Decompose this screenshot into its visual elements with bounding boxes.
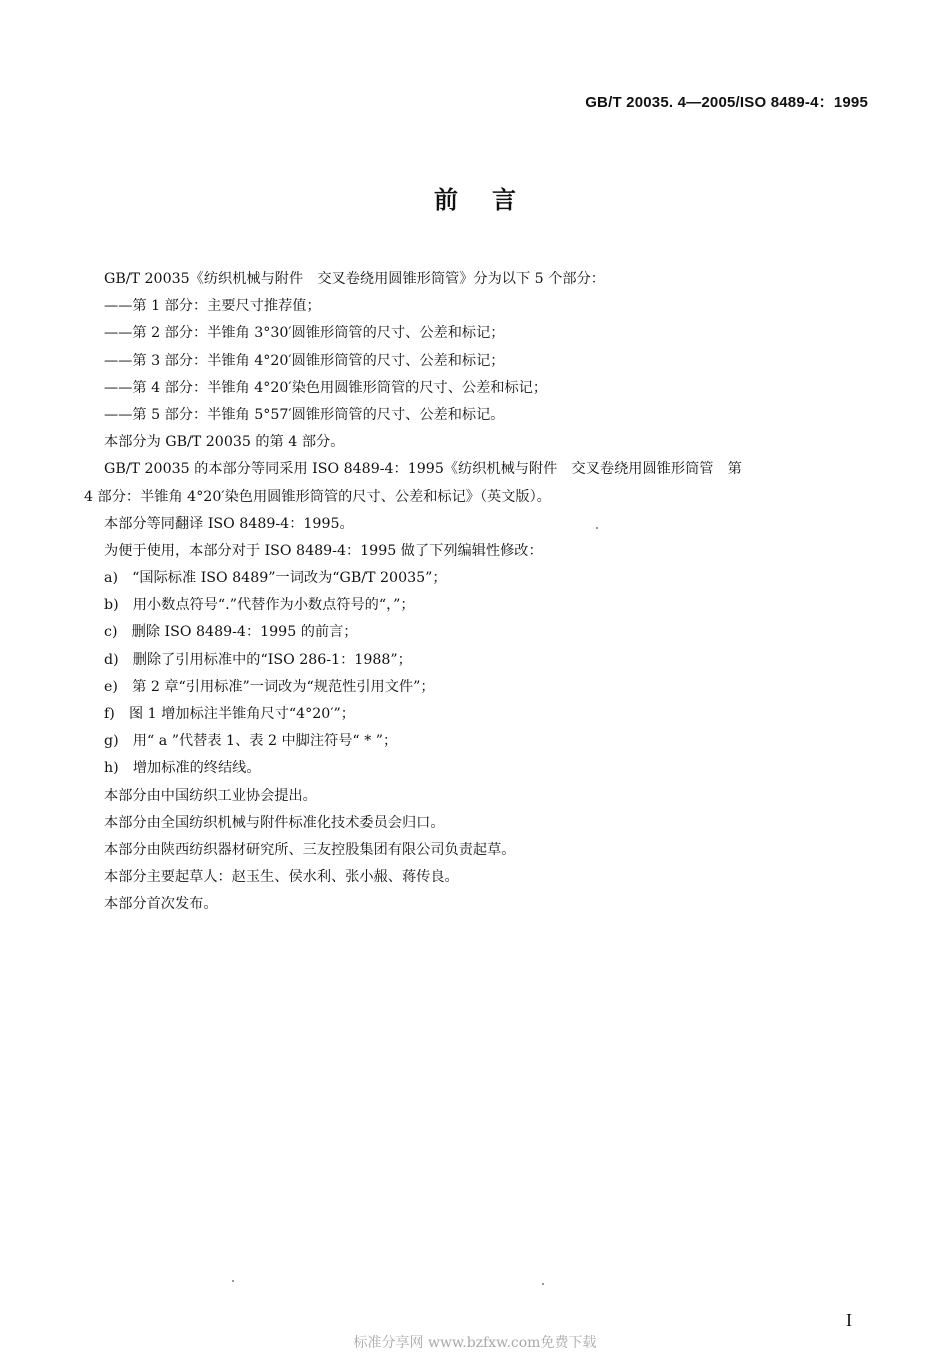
- modification-item: c) 删除 ISO 8489-4：1995 的前言；: [104, 624, 358, 641]
- scan-speck: [596, 527, 598, 529]
- modification-item: b) 用小数点符号“.”代替作为小数点符号的“，”；: [104, 597, 415, 614]
- paragraph-line: 本部分等同翻译 ISO 8489-4：1995。: [104, 515, 354, 532]
- standard-code-header: GB/T 20035. 4—2005/ISO 8489-4：1995: [585, 94, 868, 111]
- watermark-text: 标准分享网 www.bzfxw.com免费下载: [353, 1335, 597, 1351]
- foreword-body: [84, 266, 874, 919]
- paragraph-line: 本部分由陕西纺织器材研究所、三友控股集团有限公司负责起草。: [104, 841, 516, 858]
- modification-item: e) 第 2 章“引用标准”一词改为“规范性引用文件”；: [104, 678, 435, 695]
- scan-speck: [232, 1280, 234, 1282]
- paragraph-line: 本部分为 GB/T 20035 的第 4 部分。: [104, 434, 345, 451]
- paragraph-line: GB/T 20035 的本部分等同采用 ISO 8489-4：1995《纺织机械与附件 交叉卷绕用圆锥形筒管 第: [104, 461, 742, 478]
- paragraph-line: 本部分首次发布。: [104, 896, 218, 913]
- page-number: I: [846, 1310, 852, 1330]
- modification-item: h) 增加标准的终结线。: [104, 760, 261, 777]
- part-list-item: ——第 2 部分：半锥角 3°30′圆锥形筒管的尺寸、公差和标记；: [104, 325, 505, 342]
- part-list-item: ——第 4 部分：半锥角 4°20′染色用圆锥形筒管的尺寸、公差和标记；: [104, 379, 548, 396]
- modification-item: f) 图 1 增加标注半锥角尺寸“4°20′”；: [104, 706, 355, 722]
- modification-item: a) “国际标准 ISO 8489”一词改为“GB/T 20035”；: [104, 570, 447, 587]
- scan-speck: [542, 1283, 544, 1285]
- part-list-item: ——第 5 部分：半锥角 5°57′圆锥形筒管的尺寸、公差和标记。: [104, 406, 505, 423]
- paragraph-line-continued: 4 部分：半锥角 4°20′染色用圆锥形筒管的尺寸、公差和标记》（英文版）。: [84, 488, 551, 505]
- paragraph-line: GB/T 20035《纺织机械与附件 交叉卷绕用圆锥形筒管》分为以下 5 个部分：: [104, 271, 605, 287]
- page-title: 前言: [434, 186, 550, 214]
- modification-item: g) 用“ a ”代替表 1、表 2 中脚注符号“ * ”；: [104, 733, 398, 750]
- paragraph-line: 为便于使用，本部分对于 ISO 8489-4：1995 做了下列编辑性修改：: [104, 542, 543, 559]
- modification-item: d) 删除了引用标准中的“ISO 286-1：1988”；: [104, 651, 412, 668]
- part-list-item: ——第 1 部分：主要尺寸推荐值；: [104, 298, 321, 315]
- paragraph-line: 本部分主要起草人：赵玉生、侯水利、张小赧、蒋传良。: [104, 869, 459, 886]
- paragraph-line: 本部分由中国纺织工业协会提出。: [104, 787, 317, 804]
- paragraph-line: 本部分由全国纺织机械与附件标准化技术委员会归口。: [104, 814, 445, 831]
- part-list-item: ——第 3 部分：半锥角 4°20′圆锥形筒管的尺寸、公差和标记；: [104, 352, 505, 369]
